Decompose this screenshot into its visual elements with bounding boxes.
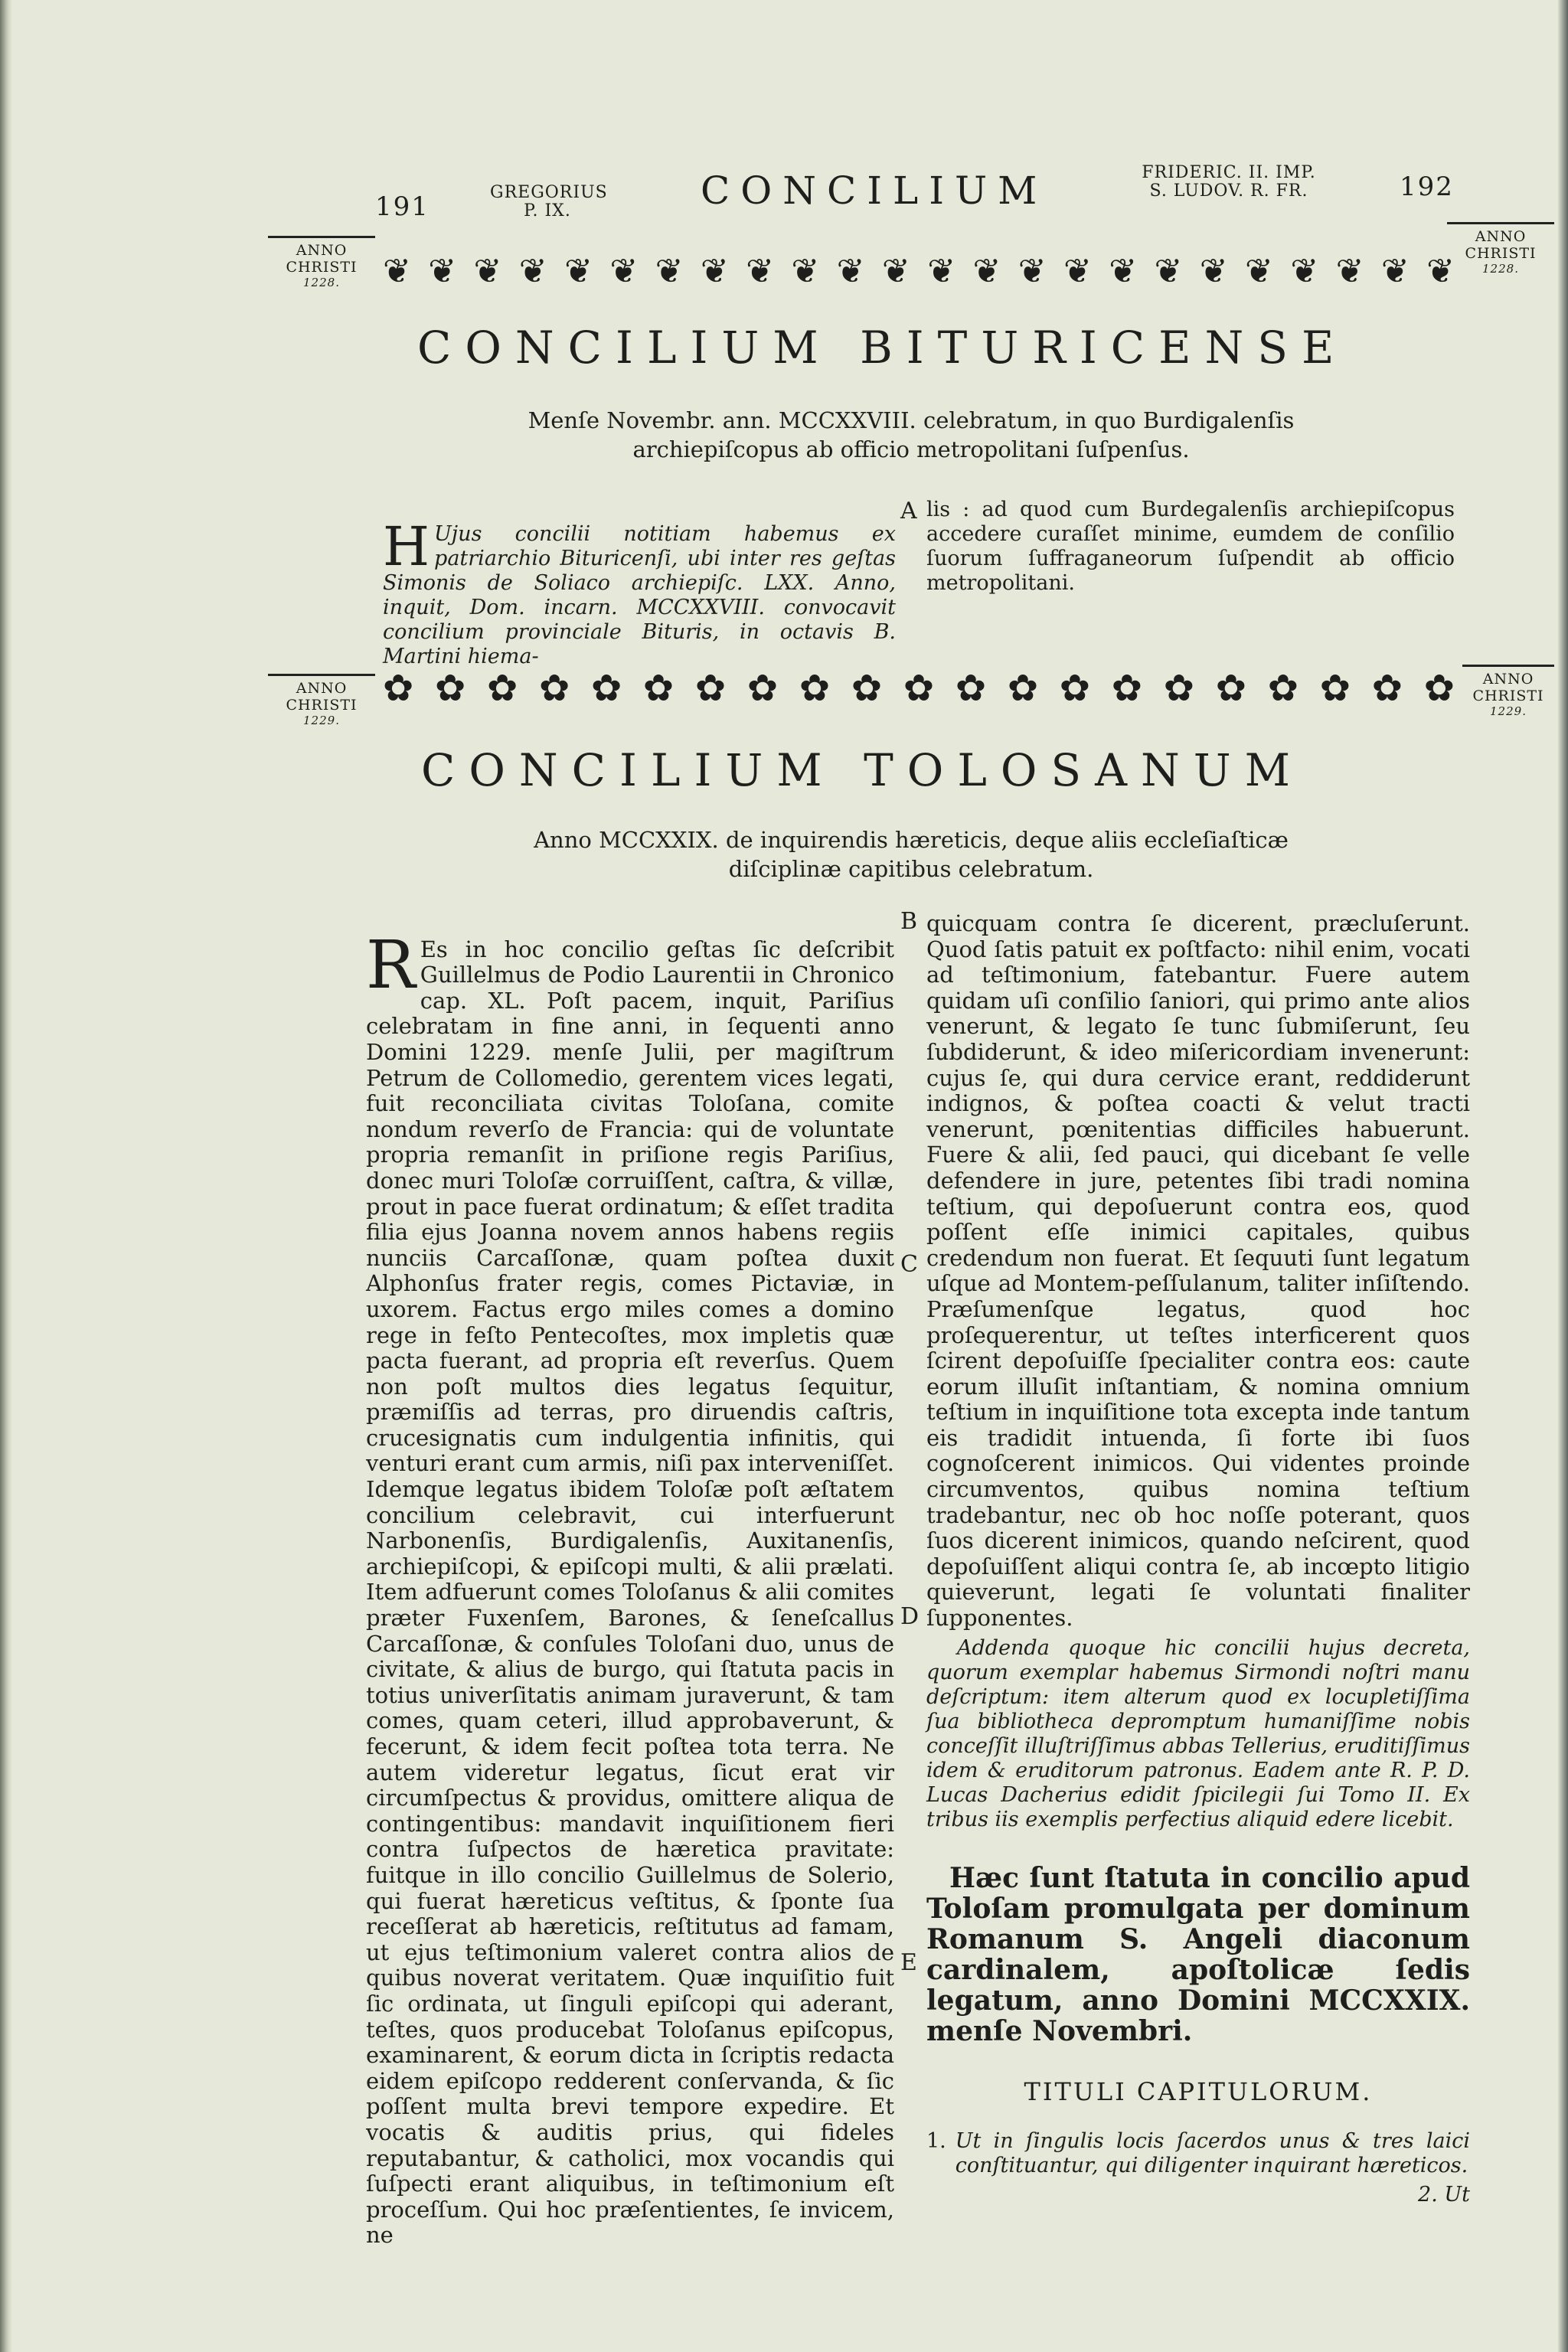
- margin-rule: [268, 674, 375, 676]
- fleuron-ornament: ❦: [518, 252, 547, 291]
- anno-year: 1229.: [1490, 704, 1527, 718]
- catchword: 2. Ut: [1418, 2182, 1470, 2207]
- fleuron-ornament: ❦: [1018, 252, 1047, 291]
- fleuron-ornament: ❦: [1063, 252, 1092, 291]
- ornament-roundel: ✿: [486, 668, 518, 709]
- council-bituricense-left-column: [383, 498, 896, 669]
- ornament-roundel: ✿: [642, 668, 675, 709]
- fleuron-ornament: ❦: [428, 252, 457, 291]
- anno-christi-left-1228: [268, 236, 375, 289]
- ornament-roundel: ✿: [434, 668, 466, 709]
- ornament-roundel: ✿: [1371, 668, 1403, 709]
- anno-year: 1229.: [303, 713, 340, 727]
- running-head-emperor: FRIDERIC. II. IMP. S. LUDOV. R. FR.: [1142, 163, 1316, 201]
- margin-letter-e: E: [900, 1949, 917, 1976]
- chapter-list-item-1: [926, 2129, 1470, 2178]
- editor-note: Addenda quoque hic concilii hujus decreta, quorum exemplar habemus Sirmondi noſtri manu deſcriptum: item alterum quod ex locupletiſſima ſua bibliotheca depromptum humaniſſime nobis conceſſit illuſtriſſimus abbas Tellerius, eruditiſſimus idem & eruditorum patronus. Eadem ante R. P. D. Lucas Dacherius edidit ſpicilegii ſui Tomo II. Ex tribus iis exemplis perfectius aliquid edere licebit.: [926, 1635, 1470, 1831]
- chapter-number: 1.: [926, 2128, 946, 2153]
- page-number-left: 191: [375, 191, 430, 222]
- margin-letter-a: A: [900, 498, 917, 524]
- main-right-text: quicquam contra ſe dicerent, præcluſerunt. Quod ſatis patuit ex poſtfacto: nihil enim, vocati ad teſtimonium, fatebantur. Fuere autem quidam uſi conſilio ſaniori, qui primo ante alios venerunt, & legato ſe tunc ſubmiſerunt, ſeu ſubdiderunt, & ideo miſericordiam invenerunt: cujus ſe, qui dura cervice erant, reddiderunt indignos, & poſtea coacti & velut tracti venerunt, pœnitentias difficiles habuerunt. Fuere & alii, ſed pauci, qui dicebant ſe velle defendere in jure, petentes ſibi tradi nomina teſtium, qui depoſuerunt contra eos, quod poſſent eſſe inimici capitales, quibus credendum non fuerat. Et ſequuti ſunt legatum uſque ad Montem-peſſulanum, taliter inſiſtendo. Præſumenſque legatus, quod hoc proſequerentur, ut teſtes interficerent quos ſcirent depoſuiſſe ſpecialiter contra eos: caute eorum illuſit inſtantiam, & nomina omnium teſtium in inquiſitione tota excepta inde tantum eis tradidit intuenda, ſi forte ibi ſuos cognoſcerent inimicos. Qui videntes proinde circumventos, quibus nomina teſtium tradebantur, nec ob hoc noſſe poterant, quos ſuos dicerent inimicos, quando neſcirent, quod depoſuiſſent aliqui contra ſe, ab incœpto litigio quieverunt, legati ſe voluntati finaliter ſupponentes.: [926, 910, 1470, 1632]
- ornament-band-top: [383, 251, 1455, 292]
- fleuron-ornament: ❦: [927, 252, 956, 291]
- main-left-text: Es in hoc concilio geſtas ſic deſcribit Guillelmus de Podio Laurentii in Chronico cap. XL. Poſt pacem, inquit, Pariſius celebratam in fine anni, in ſequenti anno Domini 1229. menſe Julii, per magiſtrum Petrum de Collomedio, gerentem vices legati, fuit reconciliata civitas Toloſana, comite nondum reverſo de Francia: qui de voluntate propria remanſit in priſione regis Pariſius, donec muri Toloſæ corruiſſent, caſtra, & villæ, prout in pace fuerat ordinatum; & eſſet tradita filia ejus Joanna novem annos habens regiis nunciis Carcaſſonæ, quam poſtea duxit Alphonſus frater regis, comes Pictaviæ, in uxorem. Factus ergo miles comes a domino rege in feſto Pentecoſtes, mox impletis quæ pacta fuerant, ad propria eſt reverſus. Quem non poſt multos dies legatus ſequitur, præmiſſis ad terras, pro diruendis caſtris, crucesignatis cum indulgentia infinitis, qui venturi erant cum armis, niſi pax interveniſſet. Idemque legatus ibidem Toloſæ poſt æſtatem concilium celebravit, cui interfuerunt Narbonenſis, Burdigalenſis, Auxitanenſis, archiepiſcopi, & epiſcopi multi, & alii prælati. Item adfuerunt comes Toloſanus & alii comites præter Fuxenſem, Barones, & ſeneſcallus Carcaſſonæ, & conſules Toloſani duo, unus de civitate, & alius de burgo, qui ſtatuta pacis in totius univerſitatis animam juraverunt, & tam comes, quam ceteri, illud approbaverunt, & fecerunt, & idem fecit poſtea tota terra. Ne autem videretur legatus, ſicut erat vir circumſpectus & providus, omittere aliqua de contingentibus: mandavit inquiſitionem fieri contra ſuſpectos de hæretica pravitate: fuitque in illo concilio Guillelmus de Solerio, qui fuerat hæreticus veſtitus, & ſponte ſua receſſerat ab hæreticis, reſtitutus ad famam, ut ejus teſtimonium valeret contra alios de quibus noverat veritatem. Quæ inquiſitio fuit ſic ordinata, ut ſinguli epiſcopi qui aderant, teſtes, quos producebat Toloſanus epiſcopus, examinarent, & eorum dicta in ſcriptis redacta eidem epiſcopo redderent conſervanda, & ſic poſſent multa brevi tempore expedire. Et vocatis & auditis prius, qui fideles reputabantur, & catholici, mox vocandis qui ſuſpecti erant aliquibus, in teſtimonium eſt proceſſum. Qui hoc præſentientes, ſe invicem, ne: [366, 936, 894, 2249]
- margin-letter-b: B: [900, 908, 918, 935]
- ornament-roundel: ✿: [1423, 668, 1455, 709]
- fleuron-ornament: ❦: [746, 252, 774, 291]
- ornament-roundel: ✿: [538, 668, 570, 709]
- fleuron-ornament: ❦: [1290, 252, 1319, 291]
- running-head-pope: GREGORIUS P. IX.: [490, 183, 608, 221]
- anno-year: 1228.: [303, 275, 340, 289]
- ornament-roundel: ✿: [1007, 668, 1039, 709]
- council-bituricense-left-text: Ujus concilii notitiam habemus ex patriarchio Bituricenſi, ubi inter res geſtas Simonis de Soliaco archiepiſc. LXX. Anno, inquit, Dom. incarn. MCCXXVIII. convocavit concilium provinciale Bituris, in octavis B. Martini hiema-: [383, 522, 896, 668]
- ornament-band-middle: [383, 668, 1455, 709]
- fleuron-ornament: ❦: [972, 252, 1001, 291]
- chapter-title: Ut in ſingulis locis ſacerdos unus & tres laici conſtituantur, qui diligenter inquirant hæreticos.: [955, 2128, 1470, 2177]
- ornament-roundel: ✿: [1111, 668, 1142, 709]
- fleuron-ornament: ❦: [700, 252, 729, 291]
- running-head-title: CONCILIUM: [701, 168, 1048, 213]
- council-tolosanum-title: CONCILIUM TOLOSANUM: [421, 744, 1305, 796]
- ornament-roundel: ✿: [1319, 668, 1351, 709]
- fleuron-ornament: ❦: [1199, 252, 1228, 291]
- ornament-roundel: ✿: [590, 668, 622, 709]
- ornament-roundel: ✿: [694, 668, 727, 709]
- margin-letter-c: C: [900, 1251, 918, 1278]
- fleuron-ornament: ❦: [1335, 252, 1364, 291]
- fleuron-ornament: ❦: [609, 252, 639, 291]
- fleuron-ornament: ❦: [1154, 252, 1183, 291]
- ornament-roundel: ✿: [851, 668, 883, 709]
- ornament-roundel: ✿: [1163, 668, 1194, 709]
- margin-letter-d: D: [900, 1603, 920, 1630]
- tituli-capitulorum-heading: TITULI CAPITULORUM.: [1024, 2076, 1373, 2106]
- anno-label: ANNO CHRISTI: [1465, 228, 1537, 262]
- margin-rule: [1447, 222, 1554, 224]
- drop-capital: H: [383, 515, 430, 578]
- council-bituricense-subtitle: Menſe Novembr. ann. MCCXXVIII. celebratum, in quo Burdigalenſis archiepiſcopus ab officio metropolitani ſuſpenſus.: [528, 407, 1295, 463]
- ornament-roundel: ✿: [1215, 668, 1246, 709]
- ornament-roundel: ✿: [903, 668, 935, 709]
- fleuron-ornament: ❦: [881, 252, 910, 291]
- fleuron-ornament: ❦: [1380, 252, 1410, 291]
- drop-capital: R: [366, 926, 416, 1004]
- margin-rule: [1462, 665, 1554, 667]
- council-tolosanum-subtitle: Anno MCCXXIX. de inquirendis hæreticis, deque aliis eccleſiaſticæ diſciplinæ capitibus celebratum.: [534, 827, 1289, 883]
- anno-year: 1228.: [1482, 261, 1519, 276]
- main-left-column: [366, 911, 894, 2249]
- fleuron-ornament: ❦: [836, 252, 865, 291]
- anno-label: ANNO CHRISTI: [1472, 671, 1544, 704]
- fleuron-ornament: ❦: [1109, 252, 1138, 291]
- page-binding-edge: [0, 0, 12, 2352]
- page-number-right: 192: [1400, 172, 1454, 202]
- anno-christi-left-1229: [268, 674, 375, 727]
- anno-label: ANNO CHRISTI: [286, 680, 358, 714]
- main-right-column: [926, 911, 1470, 2207]
- fleuron-ornament: ❦: [791, 252, 820, 291]
- ornament-roundel: ✿: [955, 668, 987, 709]
- ornament-roundel: ✿: [1267, 668, 1298, 709]
- ornament-roundel: ✿: [746, 668, 779, 709]
- fleuron-ornament: ❦: [564, 252, 593, 291]
- fleuron-ornament: ❦: [1426, 252, 1455, 291]
- ornament-roundel: ✿: [383, 668, 414, 709]
- page-right-edge: [1557, 0, 1568, 2352]
- anno-christi-right-1228: [1447, 222, 1554, 276]
- ornament-roundel: ✿: [799, 668, 831, 709]
- fleuron-ornament: ❦: [655, 252, 684, 291]
- fleuron-ornament: ❦: [1245, 252, 1273, 291]
- margin-rule: [268, 236, 375, 238]
- anno-label: ANNO CHRISTI: [286, 242, 358, 276]
- anno-christi-right-1229: [1462, 665, 1554, 718]
- fleuron-ornament: ❦: [473, 252, 502, 291]
- council-bituricense-title: CONCILIUM BITURICENSE: [417, 322, 1348, 374]
- fleuron-ornament: ❦: [383, 252, 411, 291]
- statute-heading: Hæc ſunt ſtatuta in concilio apud Toloſam promulgata per dominum Romanum S. Angeli diaconum cardinalem, apoſtolicæ ſedis legatum, anno Domini MCCXXIX. menſe Novembri.: [926, 1861, 1470, 2047]
- ornament-roundel: ✿: [1059, 668, 1091, 709]
- council-bituricense-right-column: lis : ad quod cum Burdegalenſis archiepiſcopus accedere curaſſet minime, eumdem de conſilio ſuorum ſuffraganeorum ſuſpendit ab officio metropolitani.: [926, 498, 1455, 595]
